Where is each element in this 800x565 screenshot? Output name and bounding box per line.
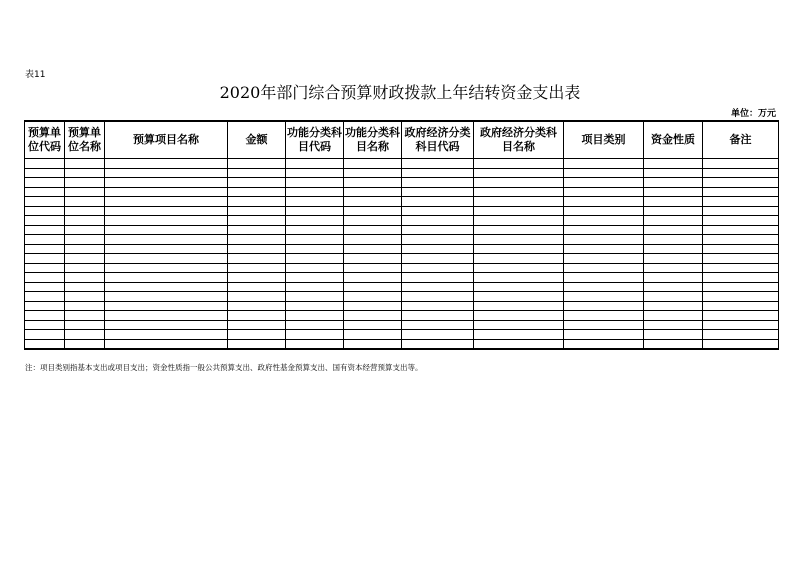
column-header: 资金性质	[644, 121, 703, 159]
table-cell	[644, 197, 703, 207]
table-cell	[105, 339, 228, 349]
table-cell	[564, 216, 644, 226]
table-cell	[228, 311, 286, 321]
table-cell	[703, 197, 779, 207]
table-cell	[644, 168, 703, 178]
table-cell	[286, 330, 344, 340]
table-row	[25, 159, 779, 169]
table-cell	[564, 178, 644, 188]
table-cell	[703, 225, 779, 235]
table-cell	[402, 178, 474, 188]
table-cell	[65, 292, 105, 302]
table-cell	[644, 206, 703, 216]
table-cell	[703, 206, 779, 216]
table-cell	[564, 263, 644, 273]
table-cell	[228, 339, 286, 349]
table-cell	[65, 320, 105, 330]
table-cell	[25, 206, 65, 216]
table-cell	[474, 330, 564, 340]
table-header-row	[25, 121, 779, 159]
table-row	[25, 168, 779, 178]
table-cell	[25, 168, 65, 178]
table-cell	[402, 330, 474, 340]
table-cell	[402, 168, 474, 178]
table-cell	[402, 311, 474, 321]
unit-label: 单位：万元	[730, 109, 776, 119]
table-cell	[644, 339, 703, 349]
table-cell	[564, 159, 644, 169]
table-cell	[105, 225, 228, 235]
table-cell	[474, 273, 564, 283]
table-cell	[228, 273, 286, 283]
table-cell	[286, 254, 344, 264]
table-cell	[344, 178, 402, 188]
table-cell	[644, 320, 703, 330]
table-cell	[65, 159, 105, 169]
table-cell	[286, 178, 344, 188]
table-cell	[105, 216, 228, 226]
table-cell	[286, 235, 344, 245]
table-cell	[286, 197, 344, 207]
column-header: 功能分类科目名称	[344, 121, 402, 159]
column-header: 预算单位名称	[65, 121, 105, 159]
table-cell	[228, 235, 286, 245]
column-header: 政府经济分类科目名称	[474, 121, 564, 159]
table-cell	[644, 244, 703, 254]
table-cell	[402, 339, 474, 349]
table-cell	[703, 254, 779, 264]
table-cell	[105, 187, 228, 197]
table-cell	[344, 206, 402, 216]
table-cell	[65, 168, 105, 178]
table-cell	[25, 339, 65, 349]
column-header: 预算项目名称	[105, 121, 228, 159]
table-cell	[65, 273, 105, 283]
table-cell	[228, 187, 286, 197]
table-cell	[105, 301, 228, 311]
table-cell	[65, 197, 105, 207]
table-row	[25, 197, 779, 207]
table-cell	[564, 282, 644, 292]
column-header: 预算单位代码	[25, 121, 65, 159]
table-cell	[474, 244, 564, 254]
table-cell	[703, 178, 779, 188]
table-cell	[564, 197, 644, 207]
table-cell	[402, 244, 474, 254]
table-cell	[228, 254, 286, 264]
table-cell	[703, 339, 779, 349]
table-cell	[474, 301, 564, 311]
table-cell	[344, 216, 402, 226]
table-row	[25, 292, 779, 302]
table-cell	[286, 263, 344, 273]
table-cell	[105, 282, 228, 292]
table-cell	[65, 216, 105, 226]
table-cell	[286, 320, 344, 330]
table-cell	[564, 244, 644, 254]
table-cell	[344, 263, 402, 273]
table-cell	[228, 282, 286, 292]
table-cell	[402, 273, 474, 283]
table-cell	[703, 330, 779, 340]
table-cell	[25, 235, 65, 245]
table-cell	[65, 244, 105, 254]
table-cell	[105, 320, 228, 330]
column-header: 金额	[228, 121, 286, 159]
table-cell	[474, 263, 564, 273]
table-cell	[474, 254, 564, 264]
table-row	[25, 225, 779, 235]
table-row	[25, 235, 779, 245]
table-cell	[703, 263, 779, 273]
table-cell	[402, 225, 474, 235]
table-cell	[344, 225, 402, 235]
table-cell	[402, 197, 474, 207]
table-cell	[286, 301, 344, 311]
table-cell	[286, 159, 344, 169]
table-row	[25, 244, 779, 254]
table-cell	[474, 311, 564, 321]
table-cell	[644, 225, 703, 235]
table-cell	[474, 216, 564, 226]
table-cell	[344, 244, 402, 254]
table-cell	[344, 320, 402, 330]
table-cell	[703, 235, 779, 245]
table-cell	[344, 282, 402, 292]
table-cell	[105, 206, 228, 216]
table-row	[25, 339, 779, 349]
table-cell	[344, 187, 402, 197]
table-cell	[25, 282, 65, 292]
table-cell	[105, 311, 228, 321]
table-cell	[228, 159, 286, 169]
table-cell	[644, 216, 703, 226]
table-cell	[402, 235, 474, 245]
table-cell	[474, 159, 564, 169]
table-cell	[564, 320, 644, 330]
table-cell	[564, 273, 644, 283]
table-cell	[564, 301, 644, 311]
table-body	[25, 159, 779, 350]
table-cell	[474, 197, 564, 207]
table-cell	[286, 168, 344, 178]
table-cell	[25, 320, 65, 330]
table-cell	[25, 330, 65, 340]
table-cell	[402, 216, 474, 226]
table-cell	[564, 311, 644, 321]
table-cell	[402, 263, 474, 273]
table-cell	[344, 168, 402, 178]
table-cell	[474, 339, 564, 349]
table-cell	[286, 273, 344, 283]
table-cell	[286, 311, 344, 321]
column-header: 功能分类科目代码	[286, 121, 344, 159]
table-cell	[644, 263, 703, 273]
table-cell	[402, 292, 474, 302]
table-cell	[105, 273, 228, 283]
table-cell	[228, 206, 286, 216]
table-cell	[228, 301, 286, 311]
table-cell	[703, 273, 779, 283]
table-cell	[25, 292, 65, 302]
table-cell	[564, 339, 644, 349]
table-cell	[25, 301, 65, 311]
table-cell	[228, 292, 286, 302]
table-cell	[564, 292, 644, 302]
table-cell	[65, 339, 105, 349]
table-cell	[703, 216, 779, 226]
table-cell	[703, 292, 779, 302]
table-cell	[644, 292, 703, 302]
table-cell	[644, 159, 703, 169]
table-cell	[286, 206, 344, 216]
table-cell	[564, 187, 644, 197]
table-row	[25, 301, 779, 311]
table-cell	[344, 311, 402, 321]
table-cell	[25, 263, 65, 273]
table-cell	[25, 178, 65, 188]
table-cell	[286, 244, 344, 254]
table-cell	[344, 292, 402, 302]
table-cell	[286, 216, 344, 226]
table-cell	[402, 282, 474, 292]
table-cell	[344, 301, 402, 311]
column-header: 项目类别	[564, 121, 644, 159]
table-row	[25, 187, 779, 197]
table-cell	[105, 235, 228, 245]
table-row	[25, 263, 779, 273]
table-row	[25, 254, 779, 264]
table-cell	[703, 168, 779, 178]
table-cell	[228, 178, 286, 188]
table-cell	[402, 301, 474, 311]
table-cell	[474, 187, 564, 197]
table-cell	[564, 330, 644, 340]
table-row	[25, 178, 779, 188]
table-row	[25, 206, 779, 216]
table-cell	[474, 178, 564, 188]
table-cell	[65, 235, 105, 245]
table-cell	[228, 330, 286, 340]
table-cell	[344, 273, 402, 283]
table-cell	[564, 206, 644, 216]
table-cell	[105, 178, 228, 188]
table-cell	[402, 206, 474, 216]
table-cell	[564, 168, 644, 178]
table-cell	[564, 254, 644, 264]
table-cell	[25, 187, 65, 197]
table-cell	[105, 254, 228, 264]
table-cell	[402, 187, 474, 197]
table-number: 表11	[25, 70, 46, 80]
table-cell	[644, 187, 703, 197]
table-cell	[105, 244, 228, 254]
table-cell	[474, 282, 564, 292]
table-cell	[228, 168, 286, 178]
table-cell	[344, 254, 402, 264]
table-cell	[703, 187, 779, 197]
page-title: 2020年部门综合预算财政拨款上年结转资金支出表	[219, 83, 581, 102]
table-cell	[228, 244, 286, 254]
table-cell	[65, 225, 105, 235]
table-cell	[25, 273, 65, 283]
column-header: 备注	[703, 121, 779, 159]
table-cell	[25, 311, 65, 321]
table-cell	[65, 178, 105, 188]
footnote: 注：项目类别指基本支出或项目支出；资金性质指一般公共预算支出、政府性基金预算支出、国有资本经营预算支出等。	[25, 363, 423, 372]
table-cell	[703, 282, 779, 292]
table-cell	[344, 197, 402, 207]
table-cell	[644, 301, 703, 311]
table-cell	[644, 254, 703, 264]
table-row	[25, 311, 779, 321]
table-cell	[703, 301, 779, 311]
table-cell	[65, 263, 105, 273]
table-cell	[65, 301, 105, 311]
table-cell	[65, 254, 105, 264]
expenditure-table	[24, 120, 779, 350]
table-cell	[65, 330, 105, 340]
table-row	[25, 330, 779, 340]
table-cell	[25, 254, 65, 264]
table-cell	[286, 292, 344, 302]
table-cell	[105, 330, 228, 340]
table-cell	[474, 225, 564, 235]
table-cell	[105, 292, 228, 302]
table-cell	[286, 282, 344, 292]
column-header: 政府经济分类科目代码	[402, 121, 474, 159]
table-cell	[703, 320, 779, 330]
table-cell	[25, 216, 65, 226]
table-row	[25, 320, 779, 330]
table-row	[25, 282, 779, 292]
table-cell	[105, 197, 228, 207]
table-cell	[228, 320, 286, 330]
table-cell	[402, 254, 474, 264]
table-cell	[286, 225, 344, 235]
table-cell	[474, 206, 564, 216]
table-cell	[65, 187, 105, 197]
table-cell	[105, 263, 228, 273]
table-cell	[703, 311, 779, 321]
table-cell	[402, 320, 474, 330]
table-cell	[344, 235, 402, 245]
table-cell	[644, 311, 703, 321]
table-row	[25, 273, 779, 283]
table-cell	[344, 330, 402, 340]
table-cell	[474, 292, 564, 302]
table-cell	[228, 225, 286, 235]
table-cell	[105, 168, 228, 178]
table-cell	[25, 225, 65, 235]
table-cell	[644, 178, 703, 188]
table-cell	[228, 216, 286, 226]
table-cell	[644, 273, 703, 283]
table-cell	[25, 244, 65, 254]
table-cell	[402, 159, 474, 169]
table-cell	[65, 206, 105, 216]
table-cell	[474, 235, 564, 245]
table-cell	[286, 339, 344, 349]
table-row	[25, 216, 779, 226]
table-cell	[644, 282, 703, 292]
table-cell	[65, 282, 105, 292]
table-cell	[228, 197, 286, 207]
table-cell	[344, 159, 402, 169]
table-cell	[703, 244, 779, 254]
table-cell	[105, 159, 228, 169]
table-cell	[564, 225, 644, 235]
table-cell	[474, 320, 564, 330]
table-cell	[644, 235, 703, 245]
table-cell	[25, 197, 65, 207]
table-cell	[564, 235, 644, 245]
table-cell	[644, 330, 703, 340]
table-cell	[228, 263, 286, 273]
table-cell	[286, 187, 344, 197]
table-cell	[474, 168, 564, 178]
table-cell	[344, 339, 402, 349]
table-cell	[703, 159, 779, 169]
table-cell	[25, 159, 65, 169]
table-cell	[65, 311, 105, 321]
